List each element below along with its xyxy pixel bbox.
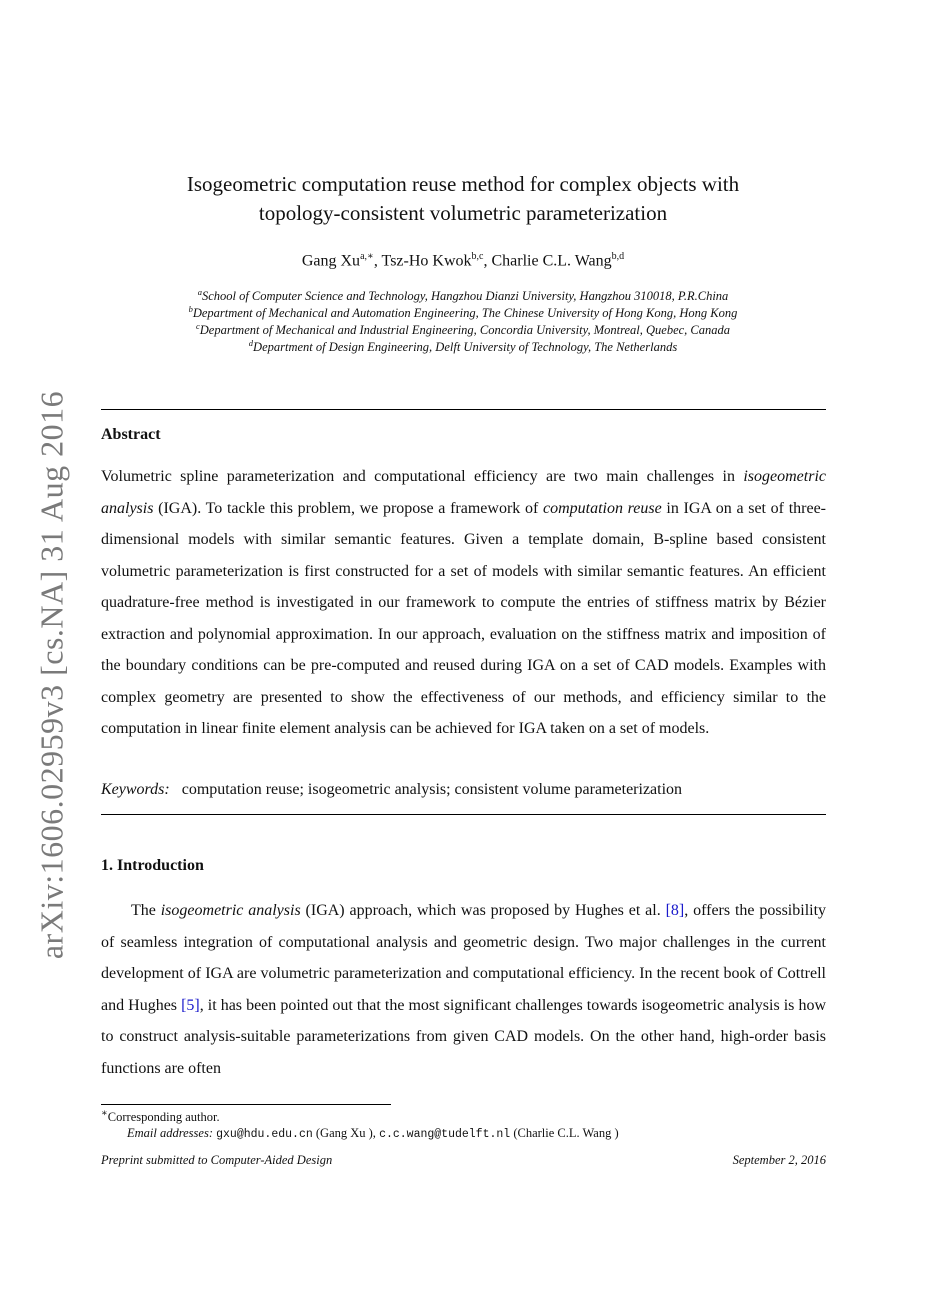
- arxiv-stamp: arXiv:1606.02959v3 [cs.NA] 31 Aug 2016: [33, 390, 70, 960]
- affiliation: $^c$Department of Mechanical and Industrial Engineering, Concordia University, Montreal, Quebec, Canada: [195, 321, 731, 338]
- author-name: Gang Xu: [301, 252, 361, 270]
- email-link[interactable]: gxu@hdu.edu.cn: [216, 1128, 313, 1141]
- keywords-label: Keywords:: [101, 781, 170, 798]
- affiliation: $^b$Department of Mechanical and Automation Engineering, The Chinese University of Hong Kong, Hong Kong: [188, 304, 738, 321]
- section-heading-introduction: 1. Introduction: [101, 857, 204, 874]
- preprint-date: September 2, 2016: [732, 1153, 826, 1167]
- preprint-note: Preprint submitted to Computer-Aided Design: [101, 1153, 333, 1167]
- introduction-body: The isogeometric analysis (IGA) approach, which was proposed by Hughes et al. [8], offers the possibility of seamless integration of computational analysis and geometric design. Two major challenges in the current development of IGA are volumetric parameterization and computational efficiency. In the recent book of Cottrell and Hughes [5], it has been pointed out that the most significant challenges towards isogeometric analysis is how to construct analysis-suitable parameterizations from given CAD models. On the other hand, high-order basis functions are often: [101, 902, 827, 1077]
- title-line-1: Isogeometric computation reuse method for complex objects with: [186, 172, 740, 196]
- author-affil-mark: a,∗: [360, 251, 374, 262]
- abstract-top-rule: [101, 409, 826, 410]
- footnote-emails: Email addresses: gxu@hdu.edu.cn (Gang Xu ), c.c.wang@tudelft.nl (Charlie C.L. Wang ): [127, 1126, 619, 1141]
- citation-link[interactable]: [8]: [665, 902, 685, 919]
- affiliation: $^a$School of Computer Science and Technology, Hangzhou Dianzi University, Hangzhou 310018, P.R.China: [197, 287, 729, 304]
- author-name: Charlie C.L. Wang: [491, 252, 612, 270]
- footnote-rule: [101, 1104, 391, 1105]
- keywords-list: computation reuse; isogeometric analysis; consistent volume parameterization: [181, 781, 683, 798]
- author-affil-mark: b,c: [471, 251, 484, 262]
- abstract-heading: Abstract: [101, 426, 161, 443]
- keywords: [101, 781, 826, 799]
- author-list: Gang $Xu^{a,∗}$, Tsz-Ho Kwok$^{b,c}$, Charlie C.L. Wang$^{b,d}$: [301, 251, 625, 270]
- paper-title: [100, 170, 826, 228]
- footnote-corresponding: ∗Corresponding author.: [101, 1108, 220, 1125]
- email-link[interactable]: c.c.wang@tudelft.nl: [379, 1128, 511, 1141]
- author-name: Tsz-Ho Kwok: [381, 252, 472, 270]
- abstract-body: Volumetric spline parameterization and computational efficiency are two main challenges in isogeometric analysis (IGA). To tackle this problem, we propose a framework of computation reuse in IGA on a set of three-dimensional models with similar semantic features. Given a template domain, B-spline based consistent volumetric parameterization is first constructed for a set of models with similar semantic features. An efficient quadrature-free method is investigated in our framework to compute the entries of stiffness matrix by Bézier extraction and polynomial approximation. In our approach, evaluation on the stiffness matrix and imposition of the boundary conditions can be pre-computed and reused during IGA on a set of CAD models. Examples with complex geometry are presented to show the effectiveness of our methods, and efficiency similar to the computation in linear finite element analysis can be achieved for IGA taken on a set of models.: [101, 468, 826, 737]
- abstract-bottom-rule: [101, 814, 826, 815]
- affiliation: $^d$Department of Design Engineering, Delft University of Technology, The Netherlands: [248, 338, 678, 355]
- author-affil-mark: b,d: [611, 251, 625, 262]
- title-line-2: topology-consistent volumetric parameterization: [258, 201, 668, 225]
- citation-link[interactable]: [5]: [181, 996, 200, 1014]
- preprint-footer: [101, 1153, 826, 1168]
